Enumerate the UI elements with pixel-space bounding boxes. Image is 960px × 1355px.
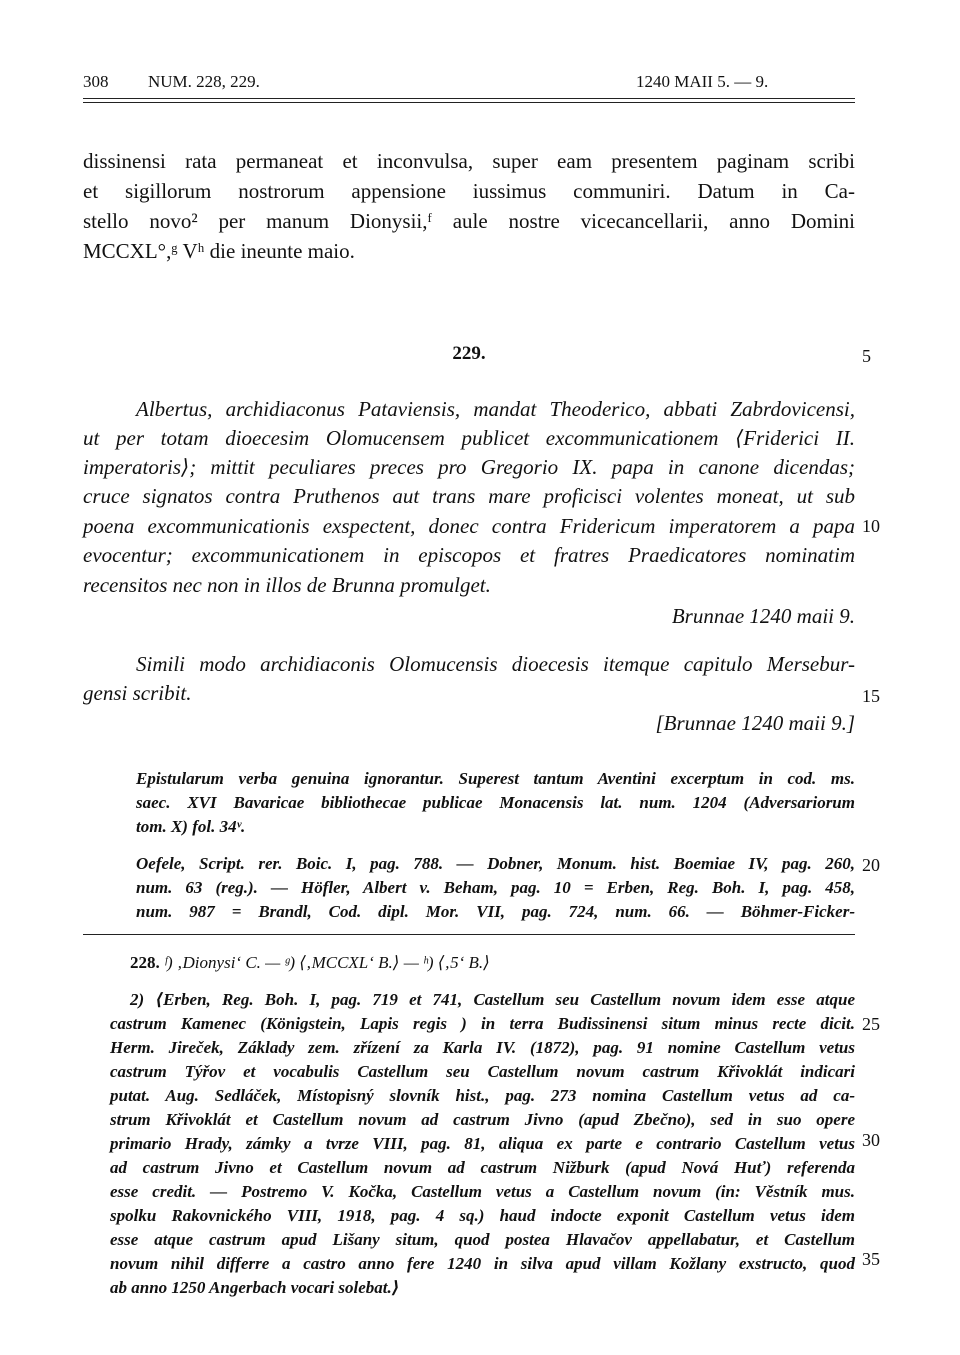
regest-line: recensitos nec non in illos de Brunna promulget. — [83, 573, 491, 597]
doc229-place-date: Brunnae 1240 maii 9. — [671, 604, 855, 628]
literature-line: num. 987 = Brandl, Cod. dipl. Mor. VII, pag. 724, num. 66. — Böhmer-Ficker- — [136, 902, 855, 921]
line-number: 5 — [862, 346, 871, 366]
simili-place-date: [Brunnae 1240 maii 9.] — [655, 711, 855, 735]
regest-line: evocentur; excommunicationem in episcopos et fratres Praedicatores nominatim — [83, 543, 855, 567]
footnote-line: 2) ⟨Erben, Reg. Boh. I, pag. 719 et 741, Castellum seu Castellum novum idem esse atque — [130, 990, 855, 1009]
variants-label: 228. — [130, 953, 160, 972]
regest-line: imperatoris⟩; mittit peculiares preces pro Gregorio IX. papa in canone dicendas; — [83, 455, 855, 479]
source-line: Epistularum verba genuina ignorantur. Superest tantum Aventini excerptum in cod. ms. — [136, 769, 855, 788]
footnote-line: esse credit. — Postremo V. Kočka, Castellum vetus a Castellum novum (in: Věstník mus. — [110, 1182, 855, 1201]
line-number: 30 — [862, 1130, 880, 1150]
footnote-line: Herm. Jireček, Základy zem. zřízení za Karla IV. (1872), pag. 91 nomine Castellum vetus — [110, 1038, 855, 1057]
footnote-rule — [83, 934, 855, 935]
header-doc-numbers: NUM. 228, 229. — [148, 72, 260, 91]
doc228-line: MCCXL°,ᵍ Vʰ die ineunte maio. — [83, 239, 355, 263]
line-number: 10 — [862, 516, 880, 536]
regest-line: Albertus, archidiaconus Pataviensis, mandat Theoderico, abbati Zabrdovicensi, — [136, 397, 855, 421]
footnote-line: primario Hrady, zámky a tvrze VIII, pag. 81, aliqua ex parte e contrario Castellum vetus — [110, 1134, 855, 1153]
source-line: tom. X) fol. 34ᵛ. — [136, 817, 246, 836]
footnote-line: esse atque castrum apud Lišany situm, quod postea Hlavačov appellabatur, et Castellum — [110, 1230, 855, 1249]
line-number: 15 — [862, 686, 880, 706]
page-number: 308 — [83, 72, 109, 91]
footnote-line: strum Křivoklát et Castellum novum ad castrum Jivno (apud Zbečno), sed in suo opere — [110, 1110, 855, 1129]
doc228-line: stello novo² per manum Dionysii,ᶠ aule nostre vicecancellarii, anno Domini — [83, 209, 855, 233]
regest-line: cruce signatos contra Pruthenos aut trans mare proficisci volentes moneat, ut sub — [83, 484, 855, 508]
footnote-line: castrum Týřov et vocabulis Castellum seu Castellum novum castrum Křivoklát indicari — [110, 1062, 855, 1081]
footnote-line: novum nihil differre a castro anno fere 1240 in silva apud villam Kožlany exstructo, quod — [110, 1254, 855, 1273]
footnote-line: ad castrum Jivno et Castellum novum ad castrum Nižburk (apud Nová Huť) referenda — [110, 1158, 855, 1177]
header-rule-top — [83, 98, 855, 99]
simili-line: Simili modo archidiaconis Olomucensis dioecesis itemque capitulo Mersebur- — [136, 652, 855, 676]
simili-line: gensi scribit. — [83, 681, 192, 705]
line-number: 35 — [862, 1249, 880, 1269]
footnote-line: spolku Rakovnického VIII, 1918, pag. 4 sq.) haud indocte exponit Castellum vetus idem — [110, 1206, 855, 1225]
doc228-line: et sigillorum nostrorum appensione iussimus communiri. Datum in Ca- — [83, 179, 855, 203]
line-number: 25 — [862, 1014, 880, 1034]
doc229-number: 229. — [452, 343, 486, 364]
header-rule-bottom — [83, 102, 855, 103]
footnote-line: putat. Aug. Sedláček, Místopisný slovník hist., pag. 273 nomina Castellum vetus ad ca- — [110, 1086, 855, 1105]
footnote-line: ab anno 1250 Angerbach vocari solebat.⟩ — [110, 1278, 400, 1297]
doc228-line: dissinensi rata permaneat et inconvulsa, super eam presentem paginam scribi — [83, 149, 855, 173]
line-number: 20 — [862, 855, 880, 875]
variants-text: ᶠ) ‚Dionysi‘ C. — ᵍ) ⟨‚MCCXL‘ B.⟩ — ʰ) ⟨‚5‘ B.⟩ — [164, 953, 490, 972]
regest-line: ut per totam dioecesim Olomucensem publicet excommunicationem ⟨Friderici II. — [83, 426, 855, 450]
footnote-line: castrum Kamenec (Königstein, Lapis regis ) in terra Budissinensi situm minus recte dicit. — [110, 1014, 855, 1033]
literature-line: num. 63 (reg.). — Höfler, Albert v. Beham, pag. 10 = Erben, Reg. Boh. I, pag. 458, — [136, 878, 855, 897]
source-line: saec. XVI Bavaricae bibliothecae publicae Monacensis lat. num. 1204 (Adversariorum — [136, 793, 855, 812]
regest-line: poena excommunicationis exspectent, donec contra Fridericum imperatorem a papa — [83, 514, 855, 538]
literature-line: Oefele, Script. rer. Boic. I, pag. 788. — Dobner, Monum. hist. Boemiae IV, pag. 260, — [136, 854, 855, 873]
header-date: 1240 MAII 5. — 9. — [636, 72, 769, 91]
variant-footnotes — [130, 953, 490, 973]
